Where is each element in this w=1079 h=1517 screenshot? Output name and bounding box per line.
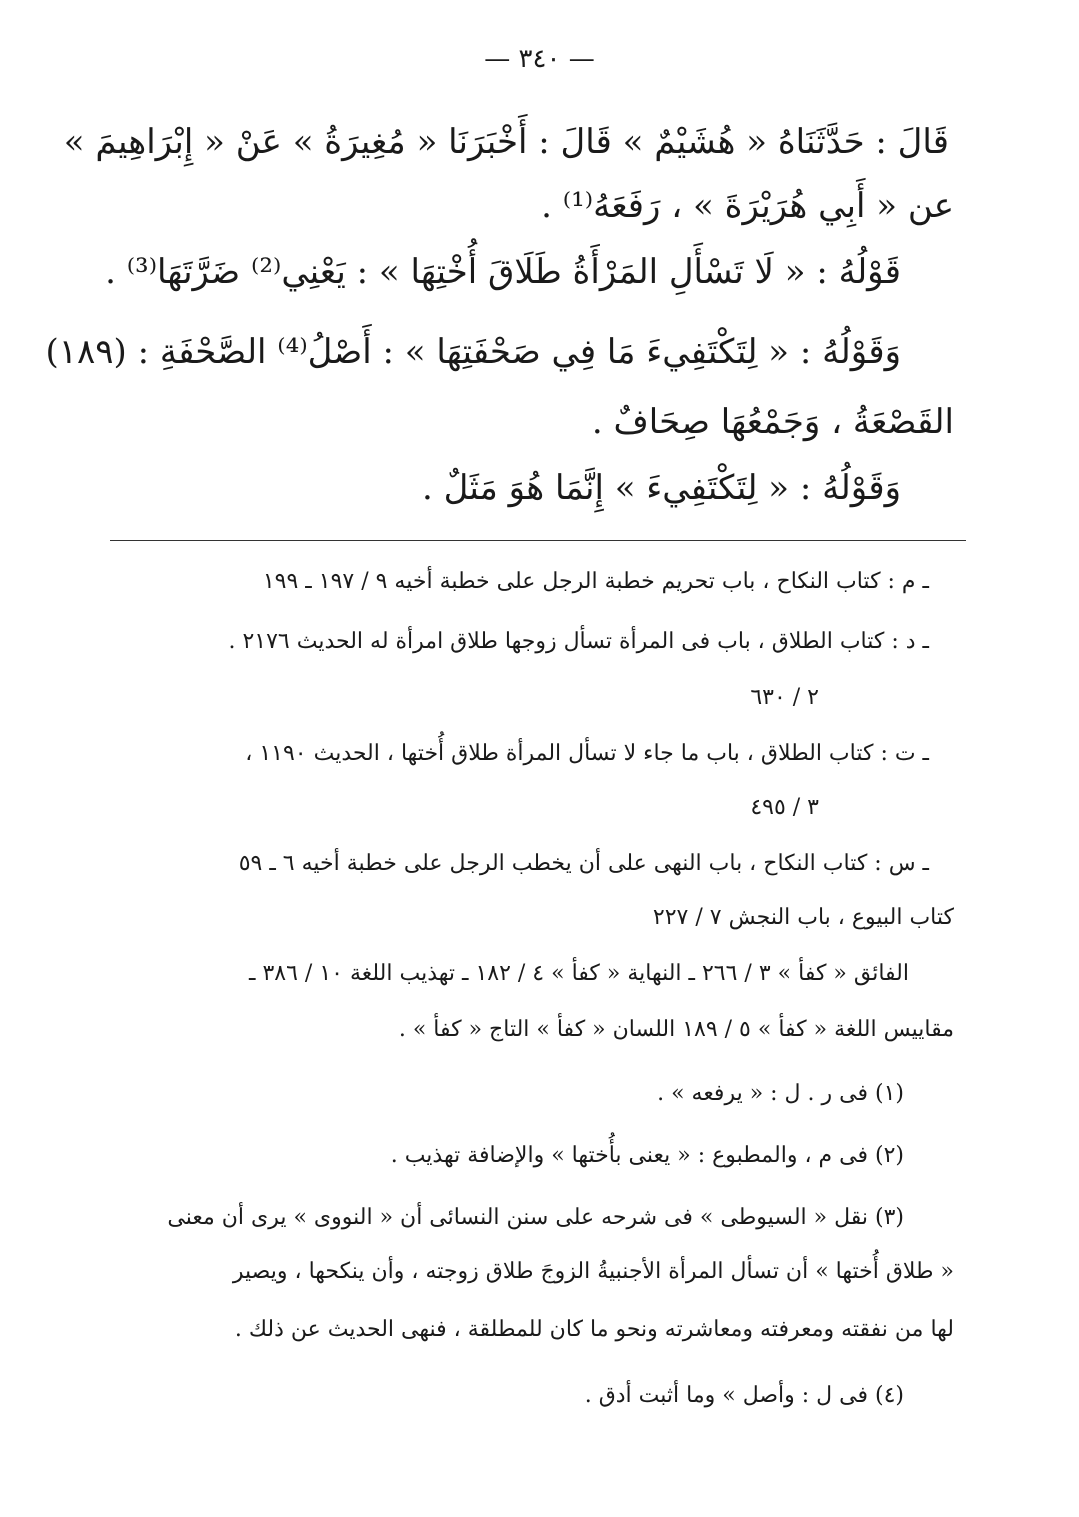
reference-line: ـ م : كتاب النكاح ، باب تحريم خطبة الرجل على خطبة أخيه ٩ / ١٩٧ ـ ١٩٩ — [262, 569, 929, 594]
reference-line: ـ ت : كتاب الطلاق ، باب ما جاء لا تسأل المرأة طلاق أُختها ، الحديث ١١٩٠ ، — [245, 741, 929, 766]
page-number: — ٣٤٠ — — [484, 44, 595, 74]
main-text-line: وَقَوْلُهُ : « لِتَكْتَفِيءَ مَا فِي صَحْفَتِهَا » : أَصْلُ⁽⁴⁾ الصَّحْفَةِ : (١٨٩) — [45, 332, 901, 372]
reference-line: الفائق « كفأ » ٣ / ٢٦٦ ـ النهاية « كفأ » ٤ / ١٨٢ ـ تهذيب اللغة ١٠ / ٣٨٦ ـ — [249, 961, 909, 986]
main-text-line: عن « أَبِي هُرَيْرَةَ » ، رَفَعَهُ⁽¹⁾ . — [541, 186, 954, 226]
footnote: لها من نفقته ومعرفته ومعاشرته ونحو ما كان للمطلقة ، فنهى الحديث عن ذلك . — [234, 1317, 954, 1342]
reference-line: ٣ / ٤٩٥ — [750, 795, 819, 820]
footnote: « طلاق أُختها » أن تسأل المرأة الأجنبيةُ الزوجَ طلاق زوجته ، وأن ينكحها ، ويصير — [232, 1259, 954, 1284]
footnote: (٢) فى م ، والمطبوع : « يعنى بأُختها » والإضافة تهذيب . — [390, 1143, 904, 1168]
main-text-line: قَالَ : حَدَّثَنَاهُ « هُشَيْمٌ » قَالَ : أَخْبَرَنَا « مُغِيرَةُ » عَنْ « إِبْرَاهِيمَ » — [63, 122, 949, 162]
reference-line: ـ س : كتاب النكاح ، باب النهى على أن يخطب الرجل على خطبة أخيه ٦ ـ ٥٩ — [238, 851, 929, 876]
reference-line: ـ د : كتاب الطلاق ، باب فى المرأة تسأل زوجها طلاق امرأة له الحديث ٢١٧٦ . — [228, 629, 929, 654]
main-text-line: القَصْعَةُ ، وَجَمْعُهَا صِحَافٌ . — [591, 402, 954, 442]
reference-line: مقاييس اللغة « كفأ » ٥ / ١٨٩ اللسان « كفأ » التاج « كفأ » . — [398, 1017, 954, 1042]
footnote: (٣) نقل « السيوطى » فى شرحه على سنن النسائى أن « النووى » يرى أن معنى — [167, 1205, 904, 1230]
footnote: (١) فى ر . ل : « يرفعه » . — [657, 1081, 904, 1106]
reference-line: ٢ / ٦٣٠ — [750, 685, 819, 710]
main-text-line: قَوْلُهُ : « لَا تَسْأَلِ المَرْأَةُ طَلَاقَ أُخْتِهَا » : يَعْنِي⁽²⁾ ضَرَّتَهَا⁽³⁾ . — [105, 252, 901, 292]
main-text-line: وَقَوْلُهُ : « لِتَكْتَفِيءَ » إِنَّمَا هُوَ مَثَلٌ . — [422, 468, 901, 508]
reference-line: كتاب البيوع ، باب النجش ٧ / ٢٢٧ — [652, 905, 954, 930]
separator-rule — [110, 540, 966, 541]
footnote: (٤) فى ل : وأصل » وما أثبت أدق . — [584, 1383, 904, 1408]
